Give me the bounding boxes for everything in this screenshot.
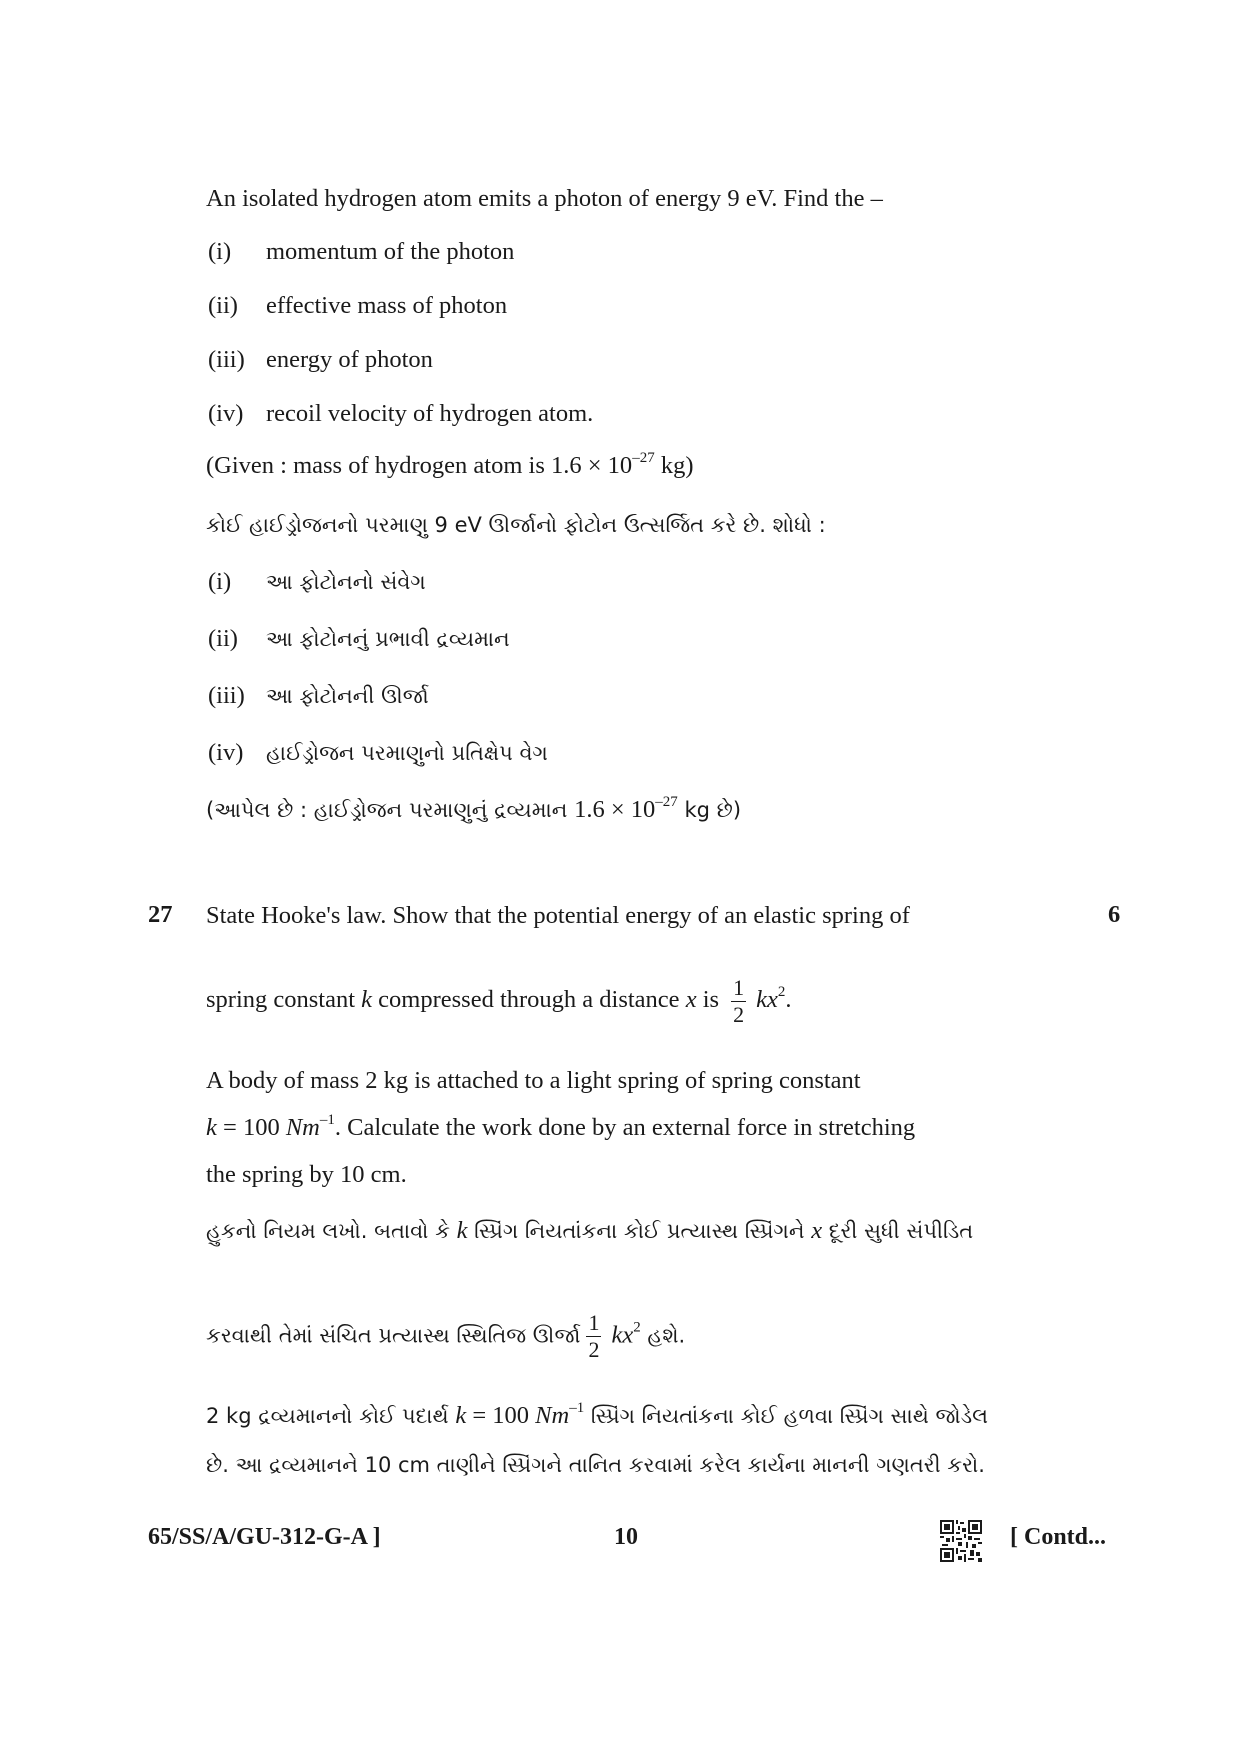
symbol-k: k (361, 986, 373, 1014)
given-unit: kg) (654, 452, 694, 479)
q27-gu-p2-line-2: છે. આ દ્રવ્યમાનને 10 cm તાણીને સ્પ્રિંગને તાનિત કરવામાં કરેલ કાર્યના માનની ગણતરી કરો. (206, 1453, 985, 1477)
text: . (785, 986, 792, 1014)
part-number: (i) (208, 568, 232, 595)
part-text: આ ફોટોનની ઊર્જા (266, 684, 429, 708)
part-text: momentum of the photon (266, 238, 515, 265)
continued-label: [ Contd... (1010, 1524, 1107, 1550)
part-text: recoil velocity of hydrogen atom. (266, 400, 594, 427)
part-number: (ii) (208, 625, 238, 652)
q27-gu-line-1 (206, 1216, 973, 1246)
exponent: 2 (777, 984, 786, 1001)
text: = 100 (466, 1402, 536, 1429)
part-text: effective mass of photon (266, 292, 508, 319)
text: = 100 (216, 1114, 286, 1141)
symbol-x: x (685, 986, 697, 1014)
question-number: 27 (148, 901, 173, 928)
fraction-half (731, 975, 746, 1028)
part-text: energy of photon (266, 346, 433, 373)
question-marks: 6 (1108, 901, 1121, 928)
exponent: –1 (319, 1112, 335, 1128)
text: હશે. (640, 1323, 686, 1348)
text: compressed through a distance (372, 986, 686, 1014)
q27-p2-line-2 (206, 1113, 915, 1143)
given-value: 1.6 × 10 (574, 796, 656, 823)
text: સ્પ્રિંગ નિયતાંકના કોઈ પ્રત્યાસ્થ સ્પ્રિંગને (467, 1219, 812, 1243)
symbol-x: x (811, 1217, 823, 1244)
part-text: આ ફોટોનનો સંવેગ (266, 570, 426, 594)
given-text: (Given : mass of hydrogen atom is 1.6 × 10 (206, 452, 633, 479)
q27-gu-line-2 (206, 1310, 685, 1363)
text: હુકનો નિયમ લખો. બતાવો કે (206, 1219, 457, 1243)
symbol-kx: kx (611, 1321, 634, 1349)
q26-intro: An isolated hydrogen atom emits a photon of energy 9 eV. Find the – (206, 185, 883, 212)
part-number: (ii) (208, 292, 238, 319)
q26-given (206, 451, 693, 481)
part-number: (iv) (208, 400, 244, 427)
q26-gu-given (206, 795, 741, 825)
text: spring constant (206, 986, 362, 1014)
part-text: હાઈડ્રોજન પરમાણુનો પ્રતિક્ષેપ વેગ (266, 741, 548, 765)
fraction-numerator: 1 (588, 1310, 600, 1335)
unit-nm: Nm (285, 1114, 320, 1141)
fraction-half (586, 1310, 601, 1363)
fraction-denominator: 2 (733, 1002, 745, 1027)
text: 2 kg દ્રવ્યમાનનો કોઈ પદાર્થ (206, 1404, 456, 1428)
q27-p2-line-3: the spring by 10 cm. (206, 1161, 407, 1188)
fraction-denominator: 2 (588, 1337, 600, 1362)
text: કરવાથી તેમાં સંચિત પ્રત્યાસ્થ સ્થિતિજ ઊર્જા (206, 1323, 581, 1348)
q27-line-2 (206, 975, 792, 1028)
fraction-numerator: 1 (733, 975, 745, 1000)
part-number: (iii) (208, 682, 245, 709)
text: . Calculate the work done by an external force in stretching (334, 1114, 916, 1141)
symbol-k: k (456, 1217, 468, 1244)
exponent: –1 (569, 1400, 585, 1416)
given-exponent: –27 (655, 794, 678, 810)
exponent: 2 (633, 1319, 641, 1336)
symbol-k: k (206, 1114, 217, 1141)
text: સ્પ્રિંગ નિયતાંકના કોઈ હળવા સ્પ્રિંગ સાથે જોડેલ (584, 1404, 989, 1428)
qr-code-icon (940, 1520, 982, 1562)
given-unit: kg છે) (677, 798, 742, 822)
given-text: (આપેલ છે : હાઈડ્રોજન પરમાણુનું દ્રવ્યમાન (206, 798, 575, 822)
q26-gu-intro: કોઈ હાઈડ્રોજનનો પરમાણુ 9 eV ઊર્જાનો ફોટોન ઉત્સર્જિત કરે છે. શોધો : (206, 513, 826, 537)
q27-p2-line-1: A body of mass 2 kg is attached to a light spring of spring constant (206, 1067, 861, 1094)
part-text: આ ફોટોનનું પ્રભાવી દ્રવ્યમાન (266, 627, 510, 651)
text: is (696, 986, 726, 1014)
part-number: (iv) (208, 739, 244, 766)
q27-gu-p2-line-1 (206, 1401, 988, 1431)
symbol-kx: kx (756, 986, 778, 1014)
page-number: 10 (614, 1524, 638, 1550)
paper-code: 65/SS/A/GU-312-G-A ] (148, 1524, 381, 1550)
symbol-k: k (455, 1402, 467, 1429)
given-exponent: –27 (632, 450, 655, 466)
unit-nm: Nm (535, 1402, 570, 1429)
part-number: (i) (208, 238, 232, 265)
q27-line-1: State Hooke's law. Show that the potential energy of an elastic spring of (206, 902, 910, 929)
text: દૂરી સુધી સંપીડિત (822, 1219, 974, 1243)
part-number: (iii) (208, 346, 245, 373)
